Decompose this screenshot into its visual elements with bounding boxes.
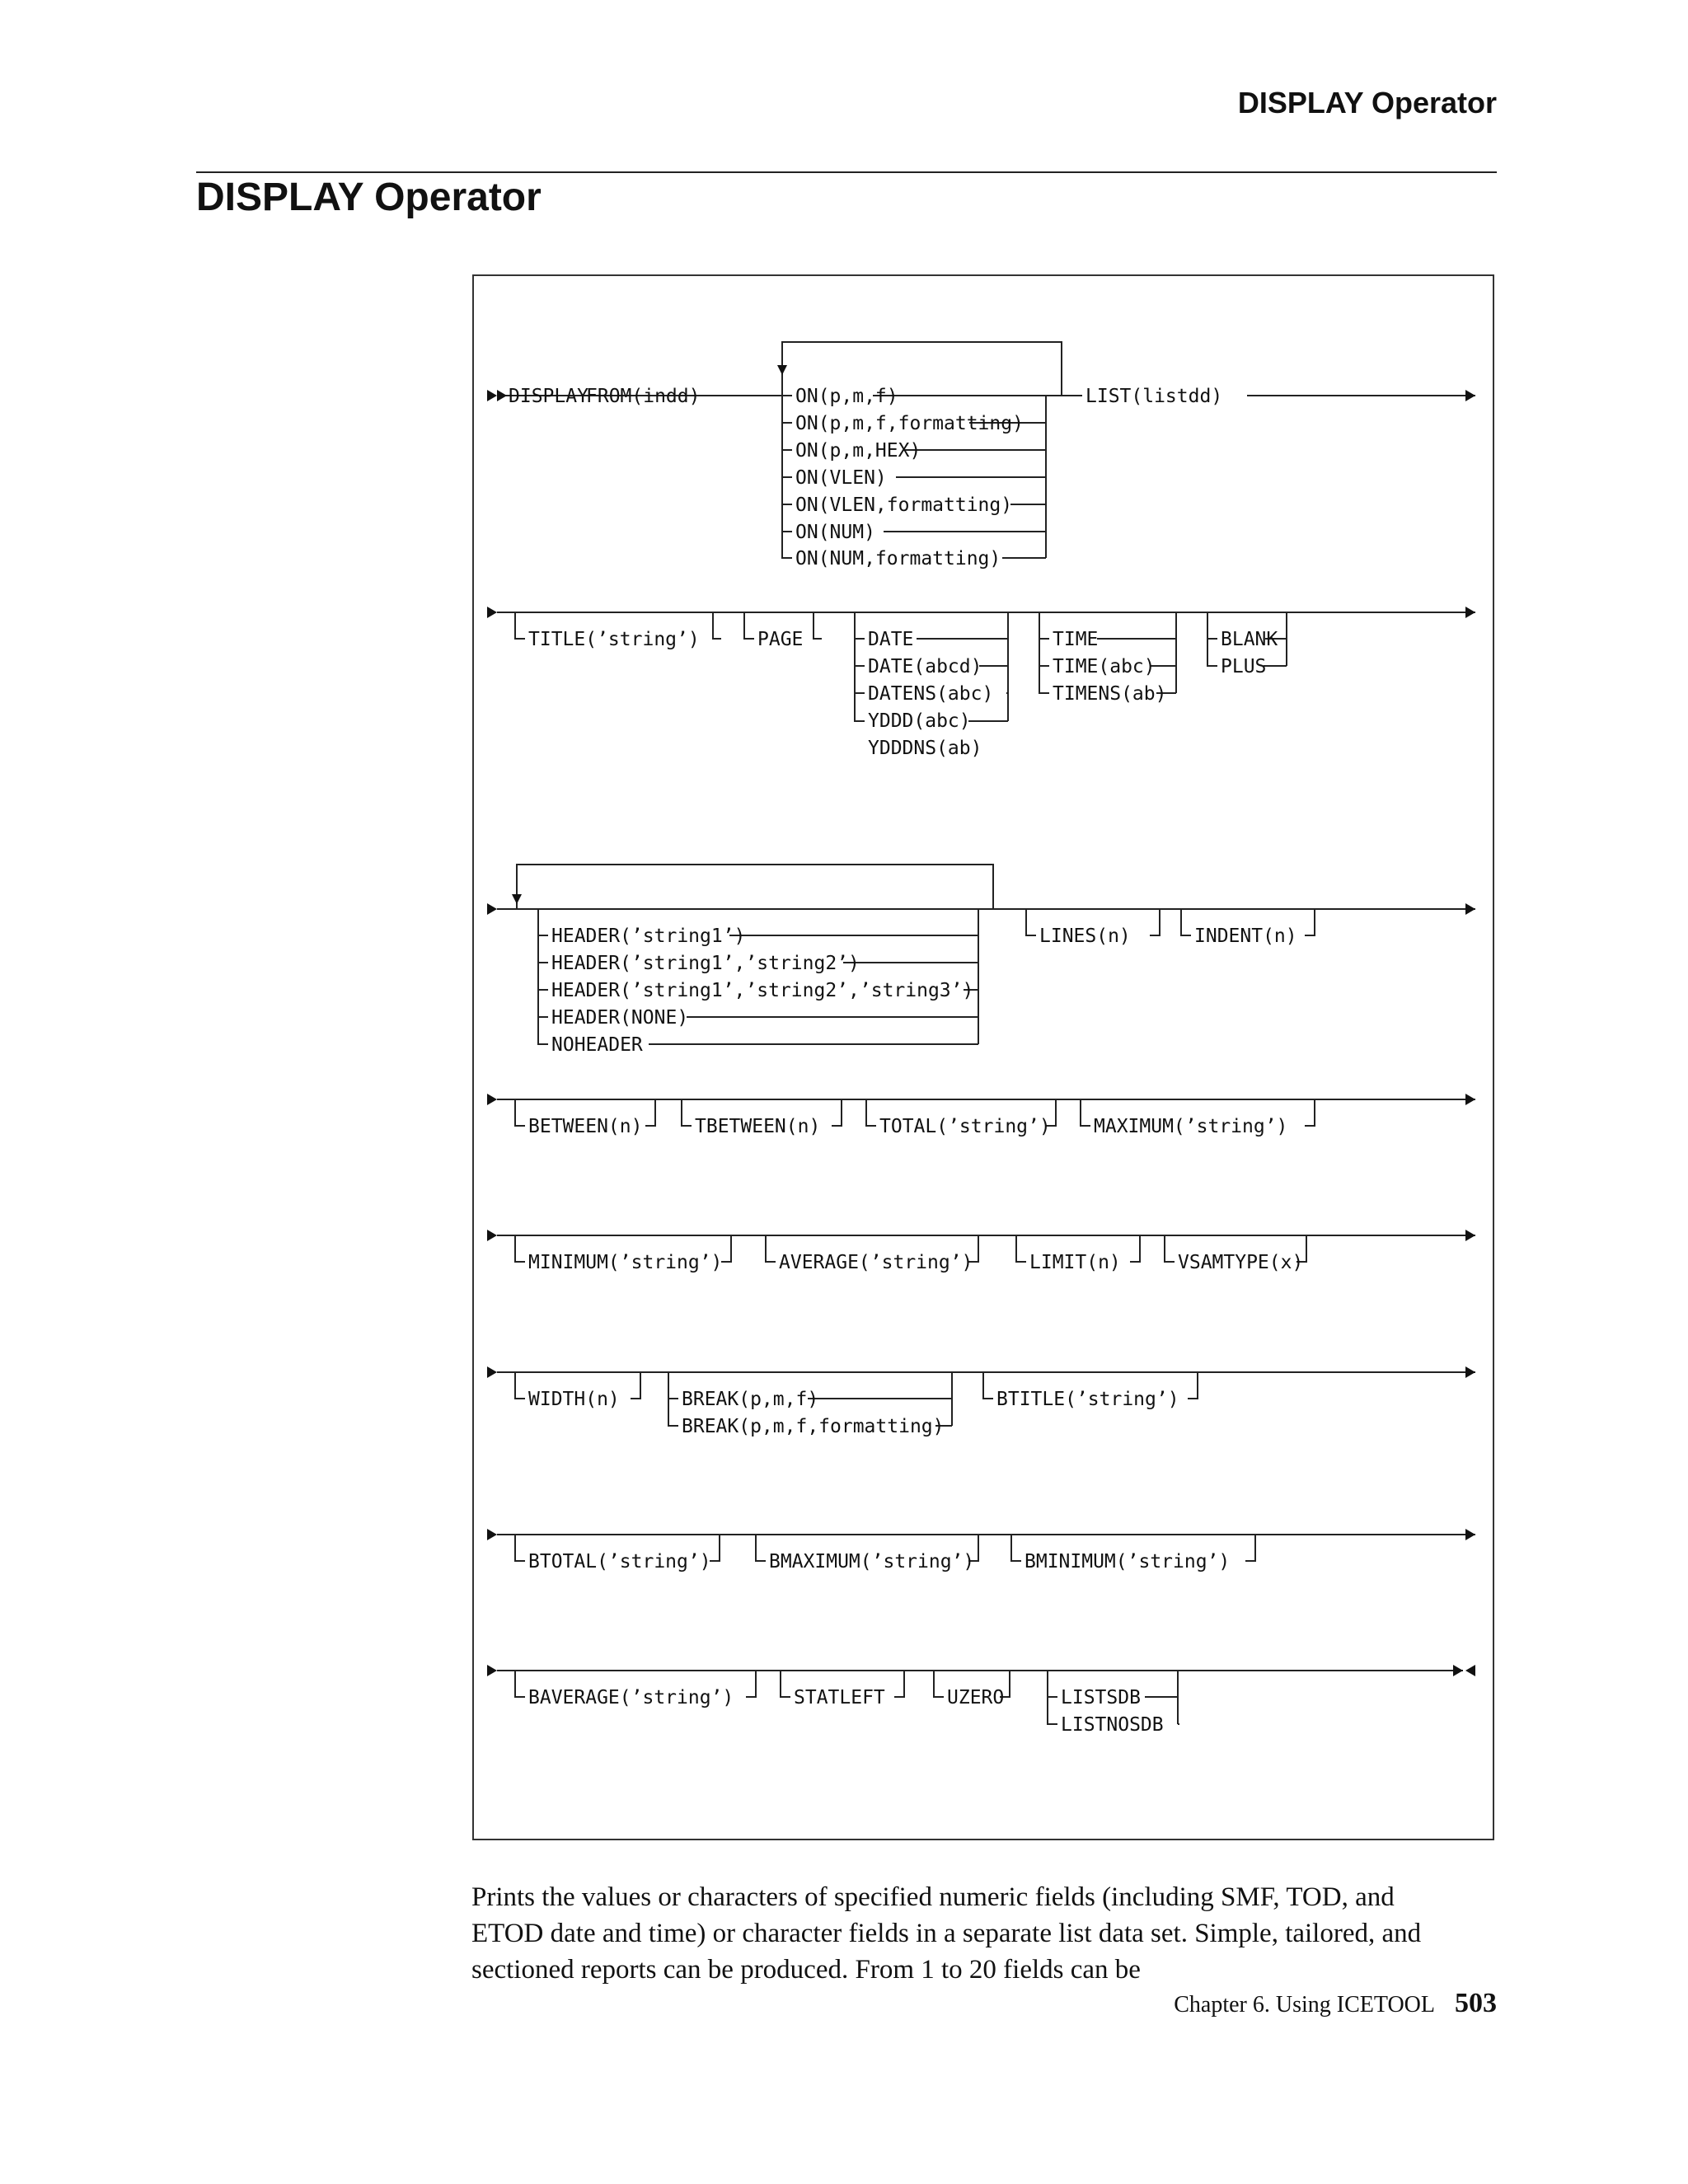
option-date-4: YDDD(abc)	[868, 710, 971, 732]
option-maximum: MAXIMUM(’string’)	[1094, 1116, 1288, 1137]
option-time-1: TIME	[1053, 629, 1099, 650]
option-lines: LINES(n)	[1039, 926, 1131, 947]
option-time-3: TIMENS(ab)	[1053, 683, 1167, 705]
option-width: WIDTH(n)	[528, 1389, 620, 1410]
option-blank: BLANK	[1221, 629, 1278, 650]
option-header-4: HEADER(NONE)	[551, 1007, 689, 1029]
option-on-4: ON(VLEN)	[795, 467, 887, 489]
option-break-1: BREAK(p,m,f)	[682, 1389, 819, 1410]
option-on-6: ON(NUM)	[795, 522, 875, 543]
footer-chapter: Chapter 6. Using ICETOOL	[1174, 1992, 1435, 2018]
option-tbetween: TBETWEEN(n)	[695, 1116, 821, 1137]
section-title: DISPLAY Operator	[196, 176, 542, 219]
option-indent: INDENT(n)	[1194, 926, 1297, 947]
page-footer	[1174, 1988, 1497, 2019]
option-total: TOTAL(’string’)	[879, 1116, 1051, 1137]
option-plus: PLUS	[1221, 656, 1267, 677]
option-bmaximum: BMAXIMUM(’string’)	[769, 1551, 975, 1572]
option-on-3: ON(p,m,HEX)	[795, 440, 921, 462]
option-header-2: HEADER(’string1’,’string2’)	[551, 953, 860, 974]
option-date-1: DATE	[868, 629, 914, 650]
option-between: BETWEEN(n)	[528, 1116, 643, 1137]
keyword-display: DISPLAY	[509, 386, 588, 407]
option-btitle: BTITLE(’string’)	[996, 1389, 1179, 1410]
option-uzero: UZERO	[947, 1687, 1005, 1708]
option-listsdb: LISTSDB	[1061, 1687, 1141, 1708]
option-header-1: HEADER(’string1’)	[551, 926, 746, 947]
option-date-5: YDDDNS(ab)	[868, 738, 982, 759]
running-header-title: DISPLAY Operator	[1237, 86, 1497, 120]
description-paragraph: Prints the values or characters of specified numeric fields (including SMF, TOD, and ETOD date and time) or character fields in a separate list data set. Simple, tailored, and sectioned reports can be produced. From 1 to 20 fields can be	[471, 1882, 1422, 1985]
option-date-2: DATE(abcd)	[868, 656, 982, 677]
option-listnosdb: LISTNOSDB	[1061, 1714, 1164, 1736]
option-on-5: ON(VLEN,formatting)	[795, 494, 1013, 516]
page-number: 503	[1455, 1988, 1497, 2018]
option-baverage: BAVERAGE(’string’)	[528, 1687, 734, 1708]
option-btotal: BTOTAL(’string’)	[528, 1551, 711, 1572]
option-on-1: ON(p,m,f)	[795, 386, 898, 407]
option-header-3: HEADER(’string1’,’string2’,’string3’)	[551, 980, 974, 1001]
syntax-diagram	[472, 274, 1494, 1840]
option-average: AVERAGE(’string’)	[779, 1252, 973, 1273]
param-from: FROM(indd)	[586, 386, 701, 407]
option-minimum: MINIMUM(’string’)	[528, 1252, 723, 1273]
option-statleft: STATLEFT	[794, 1687, 885, 1708]
option-on-2: ON(p,m,f,formatting)	[795, 413, 1024, 434]
option-break-2: BREAK(p,m,f,formatting)	[682, 1416, 945, 1437]
option-limit: LIMIT(n)	[1029, 1252, 1121, 1273]
param-list: LIST(listdd)	[1085, 386, 1223, 407]
option-vsamtype: VSAMTYPE(x)	[1178, 1252, 1304, 1273]
header-rule	[196, 171, 1497, 173]
option-title: TITLE(’string’)	[528, 629, 700, 650]
option-noheader: NOHEADER	[551, 1034, 643, 1056]
option-time-2: TIME(abc)	[1053, 656, 1156, 677]
option-page: PAGE	[757, 629, 804, 650]
option-bminimum: BMINIMUM(’string’)	[1025, 1551, 1231, 1572]
option-date-3: DATENS(abc)	[868, 683, 994, 705]
option-on-7: ON(NUM,formatting)	[795, 548, 1001, 569]
